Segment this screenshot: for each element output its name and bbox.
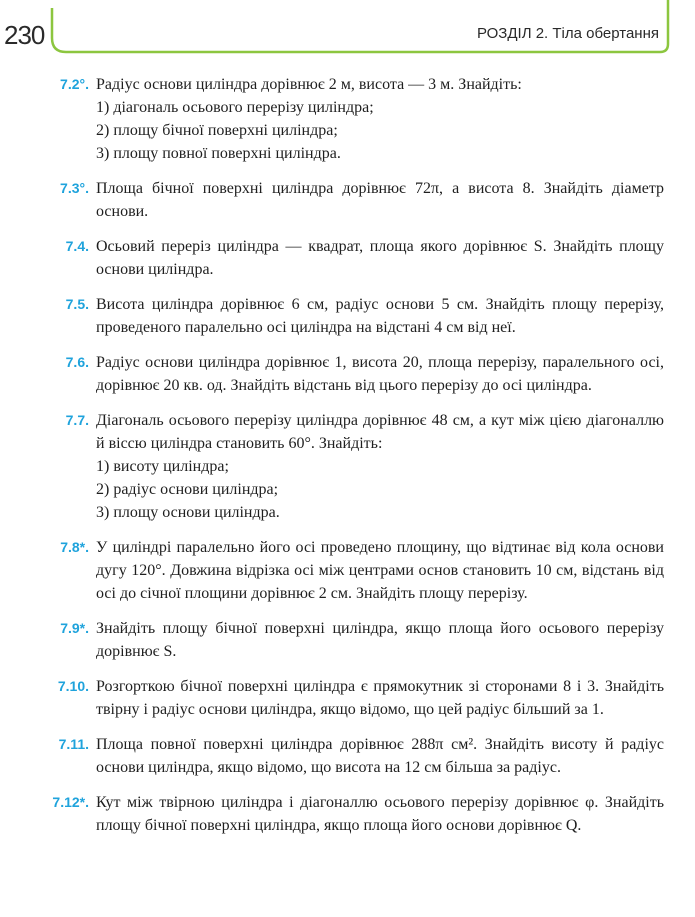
problem-7-11 [0,733,695,779]
section-title: РОЗДІЛ 2. Тіла обертання [476,25,659,42]
problem-number: 7.7. [65,412,89,428]
problem-text: Знайдіть площу бічної поверхні циліндра, якщо площа його осьового перерізу дорівнює S. [96,620,664,660]
problem-subitem: 1) діагональ осьового перерізу циліндра; [96,99,374,116]
problem-7-8 [0,536,695,605]
problem-number: 7.9*. [60,620,89,636]
problem-text: Радіус основи циліндра дорівнює 2 м, висота — 3 м. Знайдіть: [96,76,522,93]
problem-7-5 [0,293,695,339]
problem-7-10 [0,675,695,721]
problem-subitem: 3) площу повної поверхні циліндра. [96,145,341,162]
problem-7-9 [0,617,695,663]
problem-number: 7.3°. [60,180,89,196]
problem-number: 7.8*. [60,539,89,555]
problem-number: 7.12*. [52,794,89,810]
problem-number: 7.10. [57,678,89,694]
problem-7-3 [0,177,695,223]
problem-number: 7.5. [65,296,89,312]
problem-7-6 [0,351,695,397]
problem-text: Площа бічної поверхні циліндра дорівнює 72π, а висота 8. Знайдіть діаметр основи. [96,180,664,220]
problem-number: 7.4. [65,238,89,254]
problem-7-2 [0,73,695,165]
problem-text: У циліндрі паралельно його осі проведено площину, що відтинає від кола основи дугу 120°. Довжина відрізка осі між центрами основ становить 10 см, відстань від осі до січної площини дорівнює 2 см. Знайдіть площу перерізу. [96,539,664,602]
problem-text: Радіус основи циліндра дорівнює 1, висота 20, площа перерізу, паралельного осі, дорівнює 20 кв. од. Знайдіть відстань від цього перерізу до осі циліндра. [96,354,664,394]
problem-7-7 [0,409,695,524]
problem-number: 7.11. [58,736,89,752]
problem-text: Площа повної поверхні циліндра дорівнює 288π см². Знайдіть висоту й радіус основи циліндра, якщо відомо, що висота на 12 см більша за радіус. [96,736,664,776]
problem-7-12 [0,791,695,837]
page-header [0,0,695,62]
problem-text: Діагональ осьового перерізу циліндра дорівнює 48 см, а кут між цією діагоналлю й віссю циліндра становить 60°. Знайдіть: [96,412,664,452]
problem-subitem: 3) площу основи циліндра. [96,504,280,521]
problem-number: 7.2°. [60,76,89,92]
problem-subitem: 2) площу бічної поверхні циліндра; [96,122,338,139]
problem-text: Розгорткою бічної поверхні циліндра є прямокутник зі сторонами 8 і 3. Знайдіть твірну і радіус основи циліндра, якщо відомо, що цей радіус більший за 1. [96,678,664,718]
problem-subitem: 1) висоту циліндра; [96,458,229,475]
problem-list [0,73,695,849]
problem-text: Висота циліндра дорівнює 6 см, радіус основи 5 см. Знайдіть площу перерізу, проведеного паралельно осі циліндра на відстані 4 см від неї. [96,296,664,336]
problem-subitem: 2) радіус основи циліндра; [96,481,279,498]
problem-7-4 [0,235,695,281]
problem-text: Кут між твірною циліндра і діагоналлю осьового перерізу дорівнює φ. Знайдіть площу бічної поверхні циліндра, якщо площа його основи дорівнює Q. [96,794,664,834]
page-number: 230 [4,20,45,50]
problem-text: Осьовий переріз циліндра — квадрат, площа якого дорівнює S. Знайдіть площу основи циліндра. [96,238,664,278]
problem-number: 7.6. [65,354,89,370]
